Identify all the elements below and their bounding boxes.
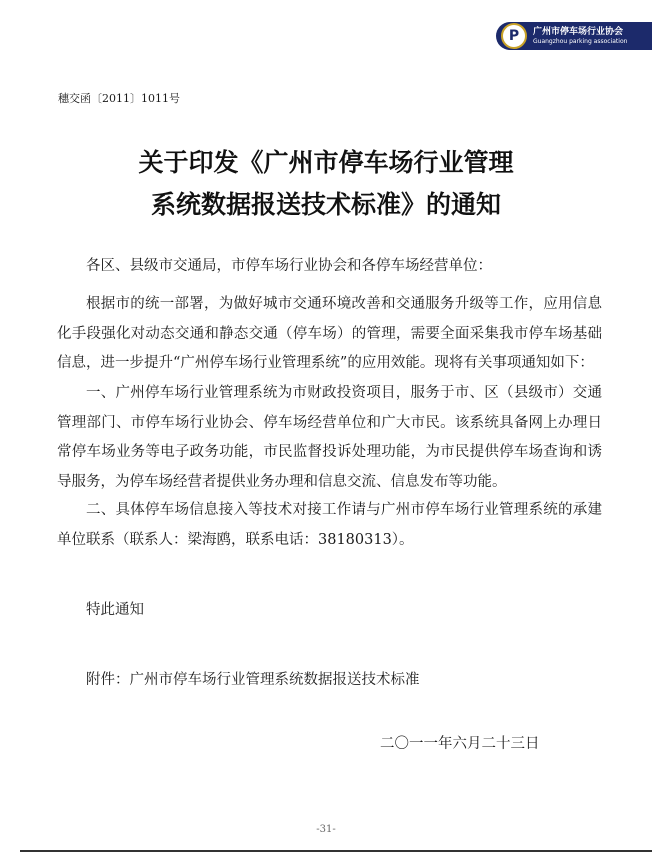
salutation-block	[57, 252, 602, 282]
association-logo-icon	[501, 23, 527, 49]
paragraph-2-block	[57, 379, 602, 497]
footer-divider	[20, 850, 652, 852]
document-number: 穗交函〔2011〕1011号	[58, 92, 180, 105]
logo-letter: P	[508, 28, 520, 44]
date-block	[380, 730, 580, 760]
special-notice: 特此通知	[86, 602, 144, 618]
page-number: -31-	[316, 824, 336, 835]
attachment-block	[57, 666, 602, 696]
title-line-1: 关于印发《广州市停车场行业管理	[138, 148, 514, 177]
paragraph-3-block	[57, 496, 602, 555]
paragraph-1-block	[57, 290, 602, 379]
salutation: 各区、县级市交通局，市停车场行业协会和各停车场经营单位：	[86, 258, 492, 274]
attachment-line: 附件：广州市停车场行业管理系统数据报送技术标准	[86, 672, 420, 688]
special-notice-block	[57, 596, 602, 626]
header-band	[496, 22, 652, 50]
org-name-block	[533, 28, 627, 45]
paragraph-1: 根据市的统一部署，为做好城市交通环境改善和交通服务升级等工作，应用信息化手段强化对动态交通和静态交通（停车场）的管理，需要全面采集我市停车场基础信息，进一步提升“广州停车场行业管理系统”的应用效能。现将有关事项通知如下：	[57, 296, 602, 371]
org-name-cn: 广州市停车场行业协会	[533, 26, 624, 37]
title-line-2: 系统数据报送技术标准》的通知	[150, 190, 501, 219]
issue-date: 二〇一一年六月二十三日	[380, 736, 540, 752]
paragraph-3: 二、具体停车场信息接入等技术对接工作请与广州市停车场行业管理系统的承建单位联系（联系人：梁海鸥，联系电话：38180313）。	[57, 502, 602, 548]
paragraph-2: 一、广州停车场行业管理系统为市财政投资项目，服务于市、区（县级市）交通管理部门、市停车场行业协会、停车场经营单位和广大市民。该系统具备网上办理日常停车场业务等电子政务功能，市民监督投诉处理功能，为市民提供停车场查询和诱导服务，为停车场经营者提供业务办理和信息交流、信息发布等功能。	[57, 385, 602, 490]
org-name-en: Guangzhou parking association	[533, 37, 628, 45]
